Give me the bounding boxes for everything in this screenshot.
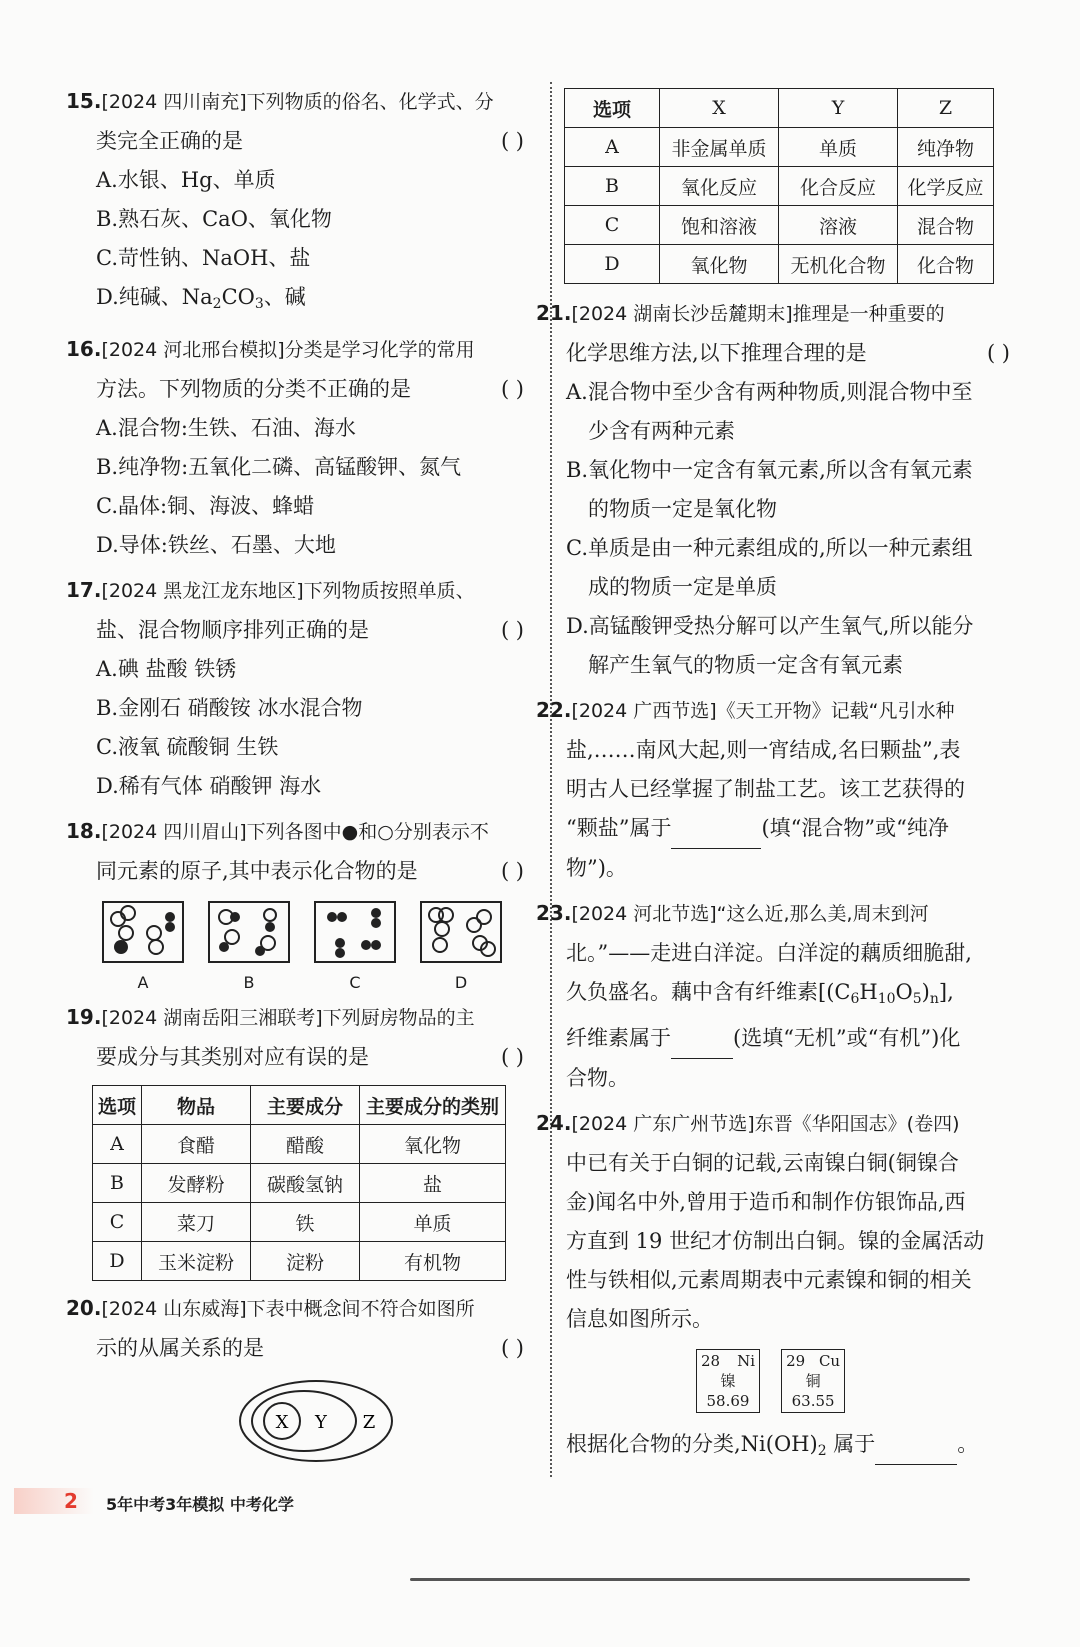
book-title: 5年中考3年模拟 中考化学 [106, 1495, 294, 1514]
element-cards [696, 1349, 1054, 1417]
atom-diagram-b [208, 901, 290, 963]
table-row: B 发酵粉 碳酸氢钠 盐 [93, 1164, 506, 1203]
table-row: B 氧化反应 化合反应 化学反应 [565, 167, 994, 206]
element-card-nickel: 28 Ni 镍 58.69 [696, 1349, 760, 1413]
answer-blank[interactable] [671, 1019, 733, 1059]
left-column [66, 82, 536, 1476]
question-15: 15.[2024 四川南充]下列物质的俗名、化学式、分 类完全正确的是 ( ) A.水银、Hg、单质 B.熟石灰、CaO、氧化物 C.苛性钠、NaOH、盐 D.纯碱、$Na_2CO_3$、碱 [66, 82, 536, 324]
page-number: 2 [64, 1489, 78, 1513]
question-16: 16.[2024 河北邢台模拟]分类是学习化学的常用 方法。下列物质的分类不正确的是 ( ) A.混合物:生铁、石油、海水 B.纯净物:五氧化二磷、高锰酸钾、氮气 C.晶体:铜、海波、蜂蜡 D.导体:铁丝、石墨、大地 [66, 330, 536, 565]
table-header-row: 选项 物品 主要成分 主要成分的类别 [93, 1086, 506, 1125]
table-row: A 食醋 醋酸 氧化物 [93, 1125, 506, 1164]
option-a[interactable]: A.混合物中至少含有两种物质,则混合物中至 [566, 380, 973, 404]
option-d[interactable]: D.纯碱、$Na_2CO_3$、碱 [96, 285, 306, 312]
table-row: C 菜刀 铁 单质 [93, 1203, 506, 1242]
answer-blank[interactable] [671, 809, 761, 849]
svg-text:Z: Z [362, 1412, 376, 1433]
option-b[interactable]: B.纯净物:五氧化二磷、高锰酸钾、氮气 [96, 455, 462, 479]
atom-option-c[interactable]: C [314, 901, 396, 992]
option-b[interactable]: B.氧化物中一定含有氧元素,所以含有氧元素 [566, 458, 973, 482]
atom-option-b[interactable]: B [208, 901, 290, 992]
option-c[interactable]: C.液氧 硫酸铜 生铁 [96, 735, 279, 759]
question-21: 21.[2024 湖南长沙岳麓期末]推理是一种重要的 化学思维方法,以下推理合理的是 ( ) A.混合物中至少含有两种物质,则混合物中至 少含有两种元素 B.氧化物中一定含有氧元素,所以含有氧元素 的物质一定是氧化物 C.单质是由一种元素组成的,所以一种元素组 成的物质一定是单质 D.高锰酸钾受热分解可以产生氧气,所以能分 解产生氧气的物质一定含有氧元素 [536, 294, 1054, 685]
svg-text:Y: Y [315, 1412, 327, 1433]
option-d[interactable]: D.高锰酸钾受热分解可以产生氧气,所以能分 [566, 614, 974, 638]
option-c[interactable]: C.苛性钠、NaOH、盐 [96, 246, 311, 270]
concept-table [564, 88, 994, 284]
option-b[interactable]: B.熟石灰、CaO、氧化物 [96, 207, 332, 231]
option-a[interactable]: A.水银、Hg、单质 [96, 168, 276, 192]
option-d[interactable]: D.导体:铁丝、石墨、大地 [96, 533, 336, 557]
nested-circles-diagram [236, 1376, 396, 1466]
atom-diagram-d [420, 901, 502, 963]
kitchen-table [92, 1085, 506, 1281]
page-number-bar [14, 1488, 94, 1514]
table-row: C 饱和溶液 溶液 混合物 [565, 206, 994, 245]
question-22: 22.[2024 广西节选]《天工开物》记载“凡引水种 盐,……南风大起,则一宵结成,名曰颗盐”,表 明古人已经掌握了制盐工艺。该工艺获得的 “颗盐”属于 (填“混合物”或“纯净 物”)。 [536, 698, 965, 880]
table-row: D 玉米淀粉 淀粉 有机物 [93, 1242, 506, 1281]
question-20: 20.[2024 山东威海]下表中概念间不符合如图所 示的从属关系的是 ( ) X Y Z [66, 1289, 536, 1470]
question-24: 24.[2024 广东广州节选]东晋《华阳国志》(卷四) 中已有关于白铜的记载,云南镍白铜(铜镍合 金)闻名中外,曾用于造币和制作仿银饰品,西 方直到 19 世纪才仿制出白铜。镍的金属活动 性与铁相似,元素周期表中元素镍和铜的相关 信息如图所示。 28 Ni 镍 58.69 29 Cu 铜 63.55 根据化合物的分类$,Ni(OH)_2$ 属于 。 [536, 1104, 1054, 1471]
option-d[interactable]: D.稀有气体 硝酸钾 海水 [96, 774, 322, 798]
bottom-edge-line [410, 1578, 970, 1581]
table-header-row: 选项 X Y Z [565, 89, 994, 128]
element-card-copper: 29 Cu 铜 63.55 [781, 1349, 845, 1413]
option-a[interactable]: A.碘 盐酸 铁锈 [96, 657, 237, 681]
answer-blank[interactable] [875, 1425, 957, 1465]
right-column [536, 88, 1054, 1477]
option-b[interactable]: B.金刚石 硝酸铵 冰水混合物 [96, 696, 363, 720]
atom-option-a[interactable]: A [102, 901, 184, 992]
option-c[interactable]: C.单质是由一种元素组成的,所以一种元素组 [566, 536, 973, 560]
table-row: D 氧化物 无机化合物 化合物 [565, 245, 994, 284]
table-row: A 非金属单质 单质 纯净物 [565, 128, 994, 167]
question-23: 23.[2024 河北节选]“这么近,那么美,周末到河 北。”——走进白洋淀。白洋淀的藕质细脆甜, 久负盛名。藕中含有纤维素$[(C_6H_{10}O_5)_n]$, 纤维素属于 (选填“无机”或“有机”)化 合物。 [536, 901, 972, 1090]
question-19: 19.[2024 湖南岳阳三湘联考]下列厨房物品的主 要成分与其类别对应有误的是 ( ) 选项 物品 主要成分 主要成分的类别 A 食醋 醋酸 氧化物 B 发酵粉 碳酸氢钠 盐 C 菜刀 铁 单质 D 玉米淀粉 淀粉 有机物 [66, 998, 536, 1281]
svg-text:X: X [275, 1412, 289, 1433]
option-a[interactable]: A.混合物:生铁、石油、海水 [96, 416, 356, 440]
atom-diagram-a [102, 901, 184, 963]
question-17: 17.[2024 黑龙江龙东地区]下列物质按照单质、 盐、混合物顺序排列正确的是 ( ) A.碘 盐酸 铁锈 B.金刚石 硝酸铵 冰水混合物 C.液氧 硫酸铜 生铁 D.稀有气体 硝酸钾 海水 [66, 571, 536, 806]
question-18: 18.[2024 四川眉山]下列各图中●和○分别表示不 同元素的原子,其中表示化合物的是 ( ) A B C D [66, 812, 536, 992]
atom-diagram-c [314, 901, 396, 963]
option-c[interactable]: C.晶体:铜、海波、蜂蜡 [96, 494, 315, 518]
atom-diagrams [102, 901, 536, 992]
atom-option-d[interactable]: D [420, 901, 502, 992]
